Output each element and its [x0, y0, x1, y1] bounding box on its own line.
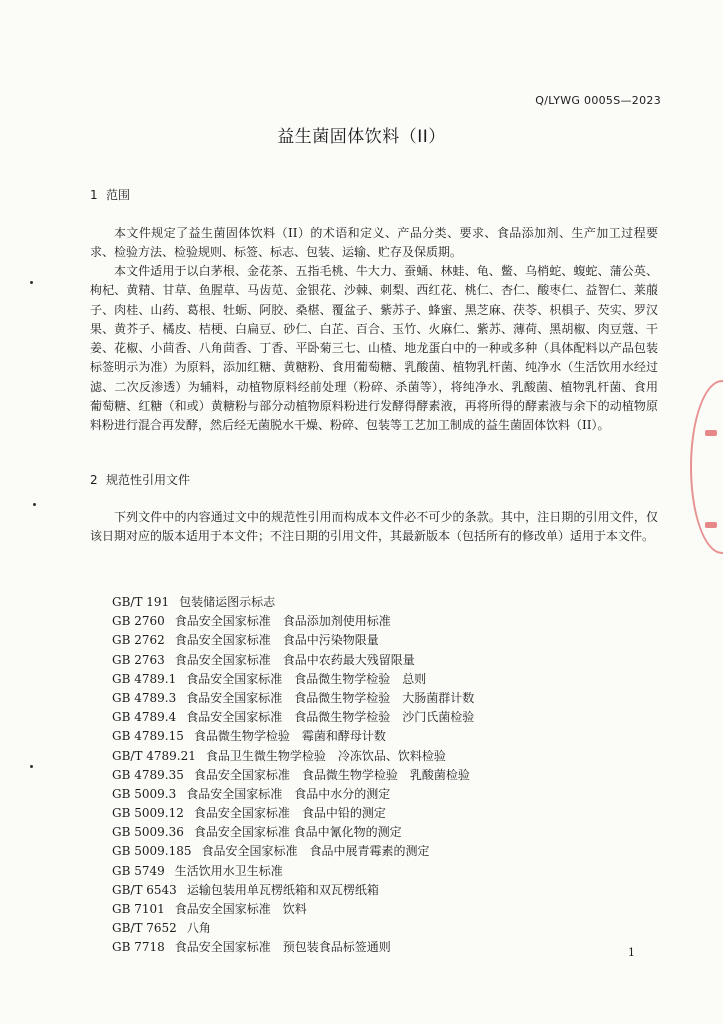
reference-item: GB 7101 食品安全国家标准 饮料	[112, 902, 307, 916]
reference-item: GB 5009.185 食品安全国家标准 食品中展青霉素的测定	[112, 844, 430, 859]
document-code: Q/LYWG 0005S—2023	[535, 94, 661, 107]
page-number: 1	[628, 946, 635, 959]
reference-item: GB 5749 生活饮用水卫生标准	[112, 863, 283, 878]
section-1-title: 范围	[106, 188, 131, 202]
reference-item: GB 4789.15 食品微生物学检验 霉菌和酵母计数	[112, 729, 386, 744]
document-title: 益生菌固体饮料（II）	[277, 127, 446, 147]
section-1-number: 1	[90, 188, 98, 202]
section-2-number: 2	[90, 473, 98, 487]
reference-item: GB 5009.36 食品安全国家标准 食品中氰化物的测定	[112, 825, 402, 840]
reference-item: GB/T 4789.21 食品卫生微生物学检验 冷冻饮品、饮料检验	[112, 748, 446, 763]
section-1-heading	[90, 186, 130, 203]
reference-item: GB 5009.12 食品安全国家标准 食品中铅的测定	[112, 806, 386, 821]
reference-item: GB/T 6543 运输包装用单瓦楞纸箱和双瓦楞纸箱	[112, 882, 379, 897]
seal-stamp-mark	[705, 430, 717, 436]
reference-list	[112, 593, 672, 958]
section-2-title: 规范性引用文件	[106, 473, 191, 487]
references-intro: 下列文件中的内容通过文中的规范性引用而构成本文件必不可少的条款。其中，注日期的引用文件，仅该日期对应的版本适用于本文件；不注日期的引用文件，其最新版本（包括所有的修改单）适用于本文件。	[90, 510, 658, 544]
section-2-heading	[90, 471, 190, 488]
reference-item: GB/T 191 包装储运图示标志	[112, 595, 276, 609]
scope-paragraph-2: 本文件适用于以白茅根、金花茶、五指毛桃、牛大力、蚕蛹、林蛙、龟、鳖、乌梢蛇、蝮蛇、蒲公英、枸杞、黄精、甘草、鱼腥草、马齿苋、金银花、沙棘、刺梨、西红花、桃仁、杏仁、酸枣仁、益智仁、莱菔子、肉桂、山药、葛根、牡蛎、阿胶、桑椹、覆盆子、紫苏子、蜂蜜、黑芝麻、茯苓、枳椇子、芡实、罗汉果、黄芥子、橘皮、桔梗、白扁豆、砂仁、白芷、百合、玉竹、火麻仁、紫苏、薄荷、黑胡椒、肉豆蔻、干姜、花椒、小茴香、八角茴香、丁香、平卧菊三七、山楂、地龙蛋白中的一种或多种（具体配料以产品包装标签明示为准）为原料，添加红糖、黄糖粉、食用葡萄糖、乳酸菌、植物乳杆菌、纯净水（生活饮用水经过滤、二次反渗透）为辅料，动植物原料经前处理（粉碎、杀菌等），将纯净水、乳酸菌、植物乳杆菌、食用葡萄糖、红糖（和或）黄糖粉与部分动植物原料粉进行发酵得酵素液，再将所得的酵素液与余下的动植物原料粉进行混合再发酵，然后经无菌脱水干燥、粉碎、包装等工艺加工制成的益生菌固体饮料（II）。	[90, 264, 658, 433]
reference-item: GB 4789.4 食品安全国家标准 食品微生物学检验 沙门氏菌检验	[112, 710, 475, 725]
scope-paragraph-1: 本文件规定了益生菌固体饮料（II）的术语和定义、产品分类、要求、食品添加剂、生产加工过程要求、检验方法、检验规则、标签、标志、包装、运输、贮存及保质期。	[90, 226, 658, 260]
reference-item: GB 5009.3 食品安全国家标准 食品中水分的测定	[112, 786, 391, 801]
reference-item: GB 2763 食品安全国家标准 食品中农药最大残留限量	[112, 652, 415, 667]
reference-item: GB 4789.1 食品安全国家标准 食品微生物学检验 总则	[112, 671, 427, 686]
reference-item: GB 4789.3 食品安全国家标准 食品微生物学检验 大肠菌群计数	[112, 690, 475, 705]
scan-speck	[30, 765, 33, 768]
reference-item: GB 2760 食品安全国家标准 食品添加剂使用标准	[112, 614, 391, 629]
reference-item: GB 2762 食品安全国家标准 食品中污染物限量	[112, 633, 379, 648]
scan-speck	[33, 503, 36, 506]
scan-speck	[30, 281, 33, 284]
seal-stamp-mark	[705, 522, 717, 528]
reference-item: GB/T 7652 八角	[112, 921, 211, 936]
reference-item: GB 7718 食品安全国家标准 预包装食品标签通则	[112, 940, 391, 955]
reference-item: GB 4789.35 食品安全国家标准 食品微生物学检验 乳酸菌检验	[112, 767, 470, 782]
